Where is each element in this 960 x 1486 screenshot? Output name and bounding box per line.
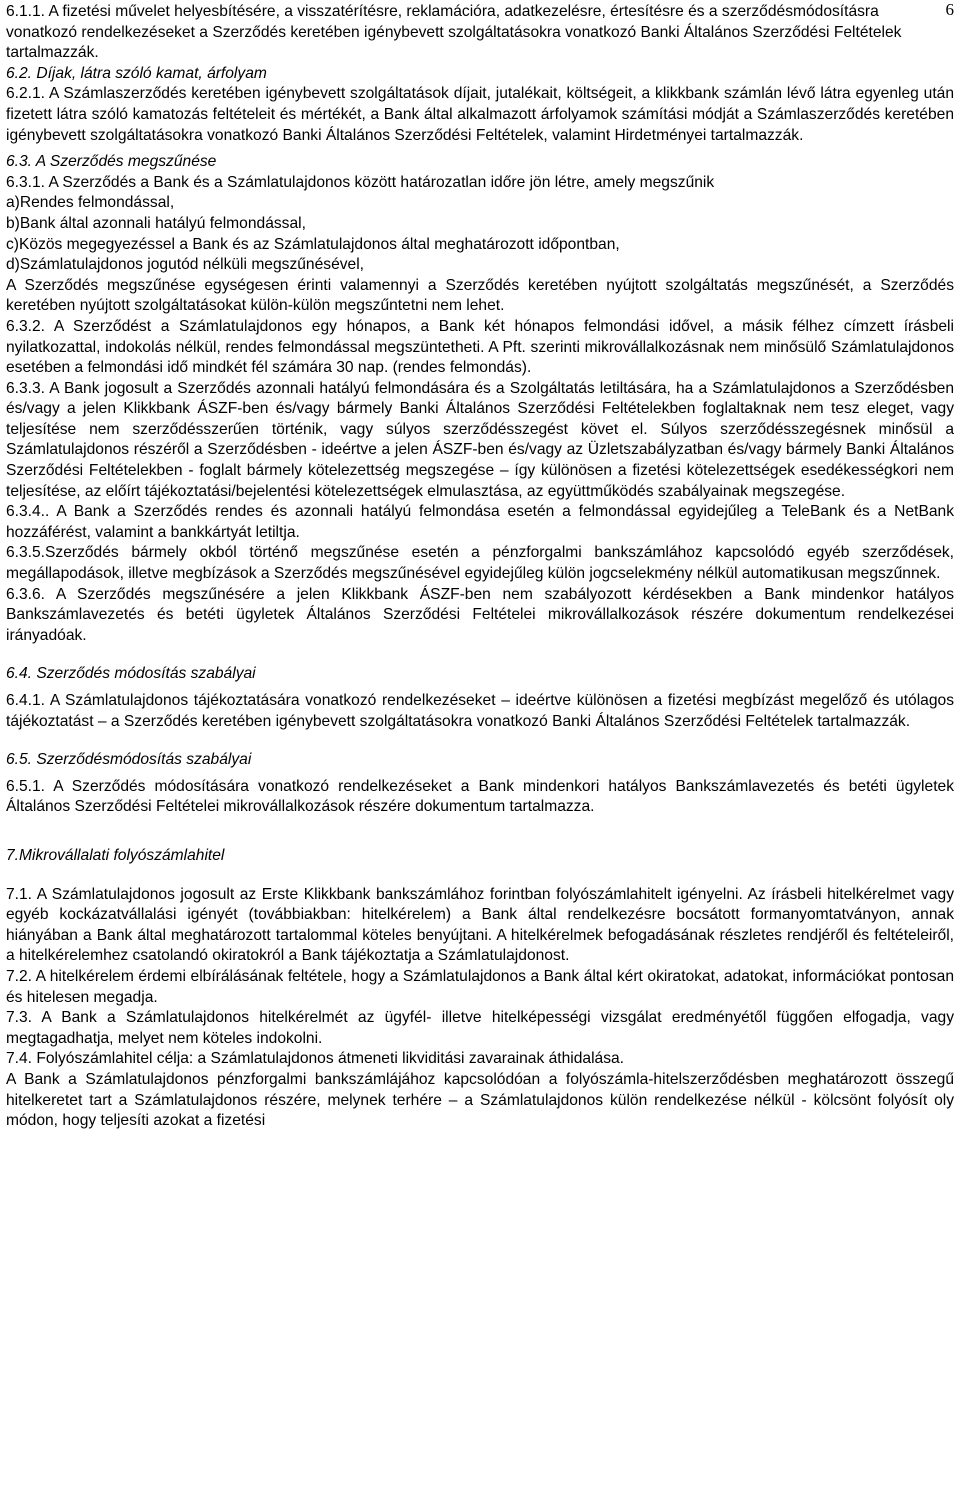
page-number: 6 xyxy=(945,0,954,19)
paragraph-6-2-1: 6.2.1. A Számlaszerződés keretében igénybevett szolgáltatások díjait, jutalékait, költségeit, a klikkbank számlán lévő látra egyenleg után fizetett látra szóló kamatozás feltételeit és mértékét, a Bank által alkalmazott árfolyamok számítási módját a Számlaszerződés keretében igénybevett szolgáltatásokra vonatkozó Banki Általános Szerződési Feltételek, valamint Hirdetményei tartalmazzák. xyxy=(6,85,954,144)
list-item-a: a)Rendes felmondással, xyxy=(6,194,175,212)
list-item-c: c)Közös megegyezéssel a Bank és az Számlatulajdonos által meghatározott időpontban, xyxy=(6,235,620,253)
paragraph-7-1: 7.1. A Számlatulajdonos jogosult az Erste Klikkbank bankszámlához forintban folyószámlahitelt igényelni. Az írásbeli hitelkérelmet vagy egyéb kockázatvállalási igényét (továbbiakban: hitelkérelem) a Bank által rendelkezésre bocsátott formanyomtatványon, annak hiányában a Bank által meghatározott tartalommal köteles benyújtani. A hitelkérelmek befogadásának részletes rendjéről és feltételeiről, a hitelkérelemhez csatolandó okiratokról a Bank tájékoztatja a Számlatulajdonost. xyxy=(6,885,954,965)
heading-7: 7.Mikrovállalati folyószámlahitel xyxy=(6,846,225,864)
heading-6-4: 6.4. Szerződés módosítás szabályai xyxy=(6,665,256,683)
paragraph-7-3: 7.3. A Bank a Számlatulajdonos hitelkérelmét az ügyfél- illetve hitelképességi vizsgálat eredményétől függően elfogadja, vagy megtagadhatja, melyet nem köteles indokolni. xyxy=(6,1009,954,1047)
heading-6-2: 6.2. Díjak, látra szóló kamat, árfolyam xyxy=(6,64,267,82)
paragraph-termination-scope: A Szerződés megszűnése egységesen érinti valamennyi a Szerződés keretében nyújtott szolgáltatás megszűnését, a Szerződés keretében nyújtott szolgáltatásokat külön-külön megszűntetni nem lehet. xyxy=(6,276,954,315)
paragraph-6-1-1: 6.1.1. A fizetési művelet helyesbítésére, a visszatérítésre, reklamációra, adatkezelésre, értesítésre és a szerződésmódosításra vonatkozó rendelkezéseket a Szerződés keretében igénybevett szolgáltatásokra vonatkozó Banki Általános Szerződési Feltételek tartalmazzák. xyxy=(6,3,902,62)
paragraph-6-3-4: 6.3.4.. A Bank a Szerződés rendes és azonnali hatályú felmondása esetén a felmondással egyidejűleg a TeleBank és a NetBank hozzáférést, valamint a bankkártyát letiltja. xyxy=(6,503,954,541)
paragraph-6-3-2: 6.3.2. A Szerződést a Számlatulajdonos egy hónapos, a Bank két hónapos felmondási idővel, a másik félhez címzett írásbeli nyilatkozattal, indokolás nélkül, rendes felmondással megszüntetheti. A Pft. szerinti mikrovállalkozásnak nem minősülő Számlatulajdonos esetében a felmondási idő mindkét fél számára 30 nap. (rendes felmondás). xyxy=(6,317,954,377)
paragraph-7-4: 7.4. Folyószámlahitel célja: a Számlatulajdonos átmeneti likviditási zavarainak áthidalása. xyxy=(6,1050,625,1068)
document-page xyxy=(6,0,954,1132)
list-item-d: d)Számlatulajdonos jogutód nélküli megszűnésével, xyxy=(6,256,365,274)
paragraph-6-3-5: 6.3.5.Szerződés bármely okból történő megszűnése esetén a pénzforgalmi bankszámlához kapcsolódó egyéb szerződések, megállapodások, illetve megbízások a Szerződés megszűnésével egyidejűleg külön jogcselekmény nélkül automatikusan megszűnnek. xyxy=(6,544,954,583)
paragraph-6-3-3: 6.3.3. A Bank jogosult a Szerződés azonnali hatályú felmondására és a Szolgáltatás letiltására, ha a Számlatulajdonos a Szerződésben és/vagy a jelen Klikkbank ÁSZF-ben és/vagy bármely Banki Általános Szerződési Feltételekben foglaltaknak nem tesz eleget, vagy teljesítése nem szerződésszerűen történik, vagy súlyos szerződésszegést követ el. Súlyos szerződésszegésnek minősül a Számlatulajdonos részéről a Szerződésben - ideértve a jelen ÁSZF-ben és/vagy az Üzletszabályzatban és/vagy bármely Banki Általános Szerződési Feltételekben - foglalt bármely kötelezettség megszegése – így különösen a fizetési kötelezettségek esedékességkori nem teljesítése, az előírt tájékoztatási/bejelentési kötelezettségek elmulasztása, az együttműködés szabályainak megszegése. xyxy=(6,379,954,500)
paragraph-6-5-1: 6.5.1. A Szerződés módosítására vonatkozó rendelkezéseket a Bank mindenkori hatályos Bankszámlavezetés és betéti ügyletek Általános Szerződési Feltételei mikrovállalkozások részére dokumentum tartalmazza. xyxy=(6,777,954,816)
paragraph-7-2: 7.2. A hitelkérelem érdemi elbírálásának feltétele, hogy a Számlatulajdonos a Bank által kért okiratokat, adatokat, információkat pontosan és hitelesen megadja. xyxy=(6,967,954,1006)
paragraph-6-4-1: 6.4.1. A Számlatulajdonos tájékoztatására vonatkozó rendelkezéseket – ideértve különösen a fizetési megbízást megelőző és utólagos tájékoztatást – a Szerződés keretében igénybevett szolgáltatásokra vonatkozó Banki Általános Szerződési Feltételek tartalmazzák. xyxy=(6,692,954,730)
heading-6-5: 6.5. Szerződésmódosítás szabályai xyxy=(6,751,252,769)
heading-6-3: 6.3. A Szerződés megszűnése xyxy=(6,153,217,171)
paragraph-7-4-cont: A Bank a Számlatulajdonos pénzforgalmi bankszámlájához kapcsolódóan a folyószámla-hitelszerződésben meghatározott összegű hitelkeretet tart a Számlatulajdonos részére, melynek terhére – a Számlatulajdonos külön rendelkezése nélkül - kölcsönt folyósít oly módon, hogy teljesíti azokat a fizetési xyxy=(6,1070,954,1130)
paragraph-6-3-6: 6.3.6. A Szerződés megszűnésére a jelen Klikkbank ÁSZF-ben nem szabályozott kérdésekben a Bank mindenkor hatályos Bankszámlavezetés és betéti ügyletek Általános Szerződési Feltételei mikrovállalkozások részére dokumentum rendelkezései irányadóak. xyxy=(6,585,954,644)
paragraph-6-3-1: 6.3.1. A Szerződés a Bank és a Számlatulajdonos között határozatlan időre jön létre, amely megszűnik xyxy=(6,173,715,191)
list-item-b: b)Bank által azonnali hatályú felmondással, xyxy=(6,214,306,232)
